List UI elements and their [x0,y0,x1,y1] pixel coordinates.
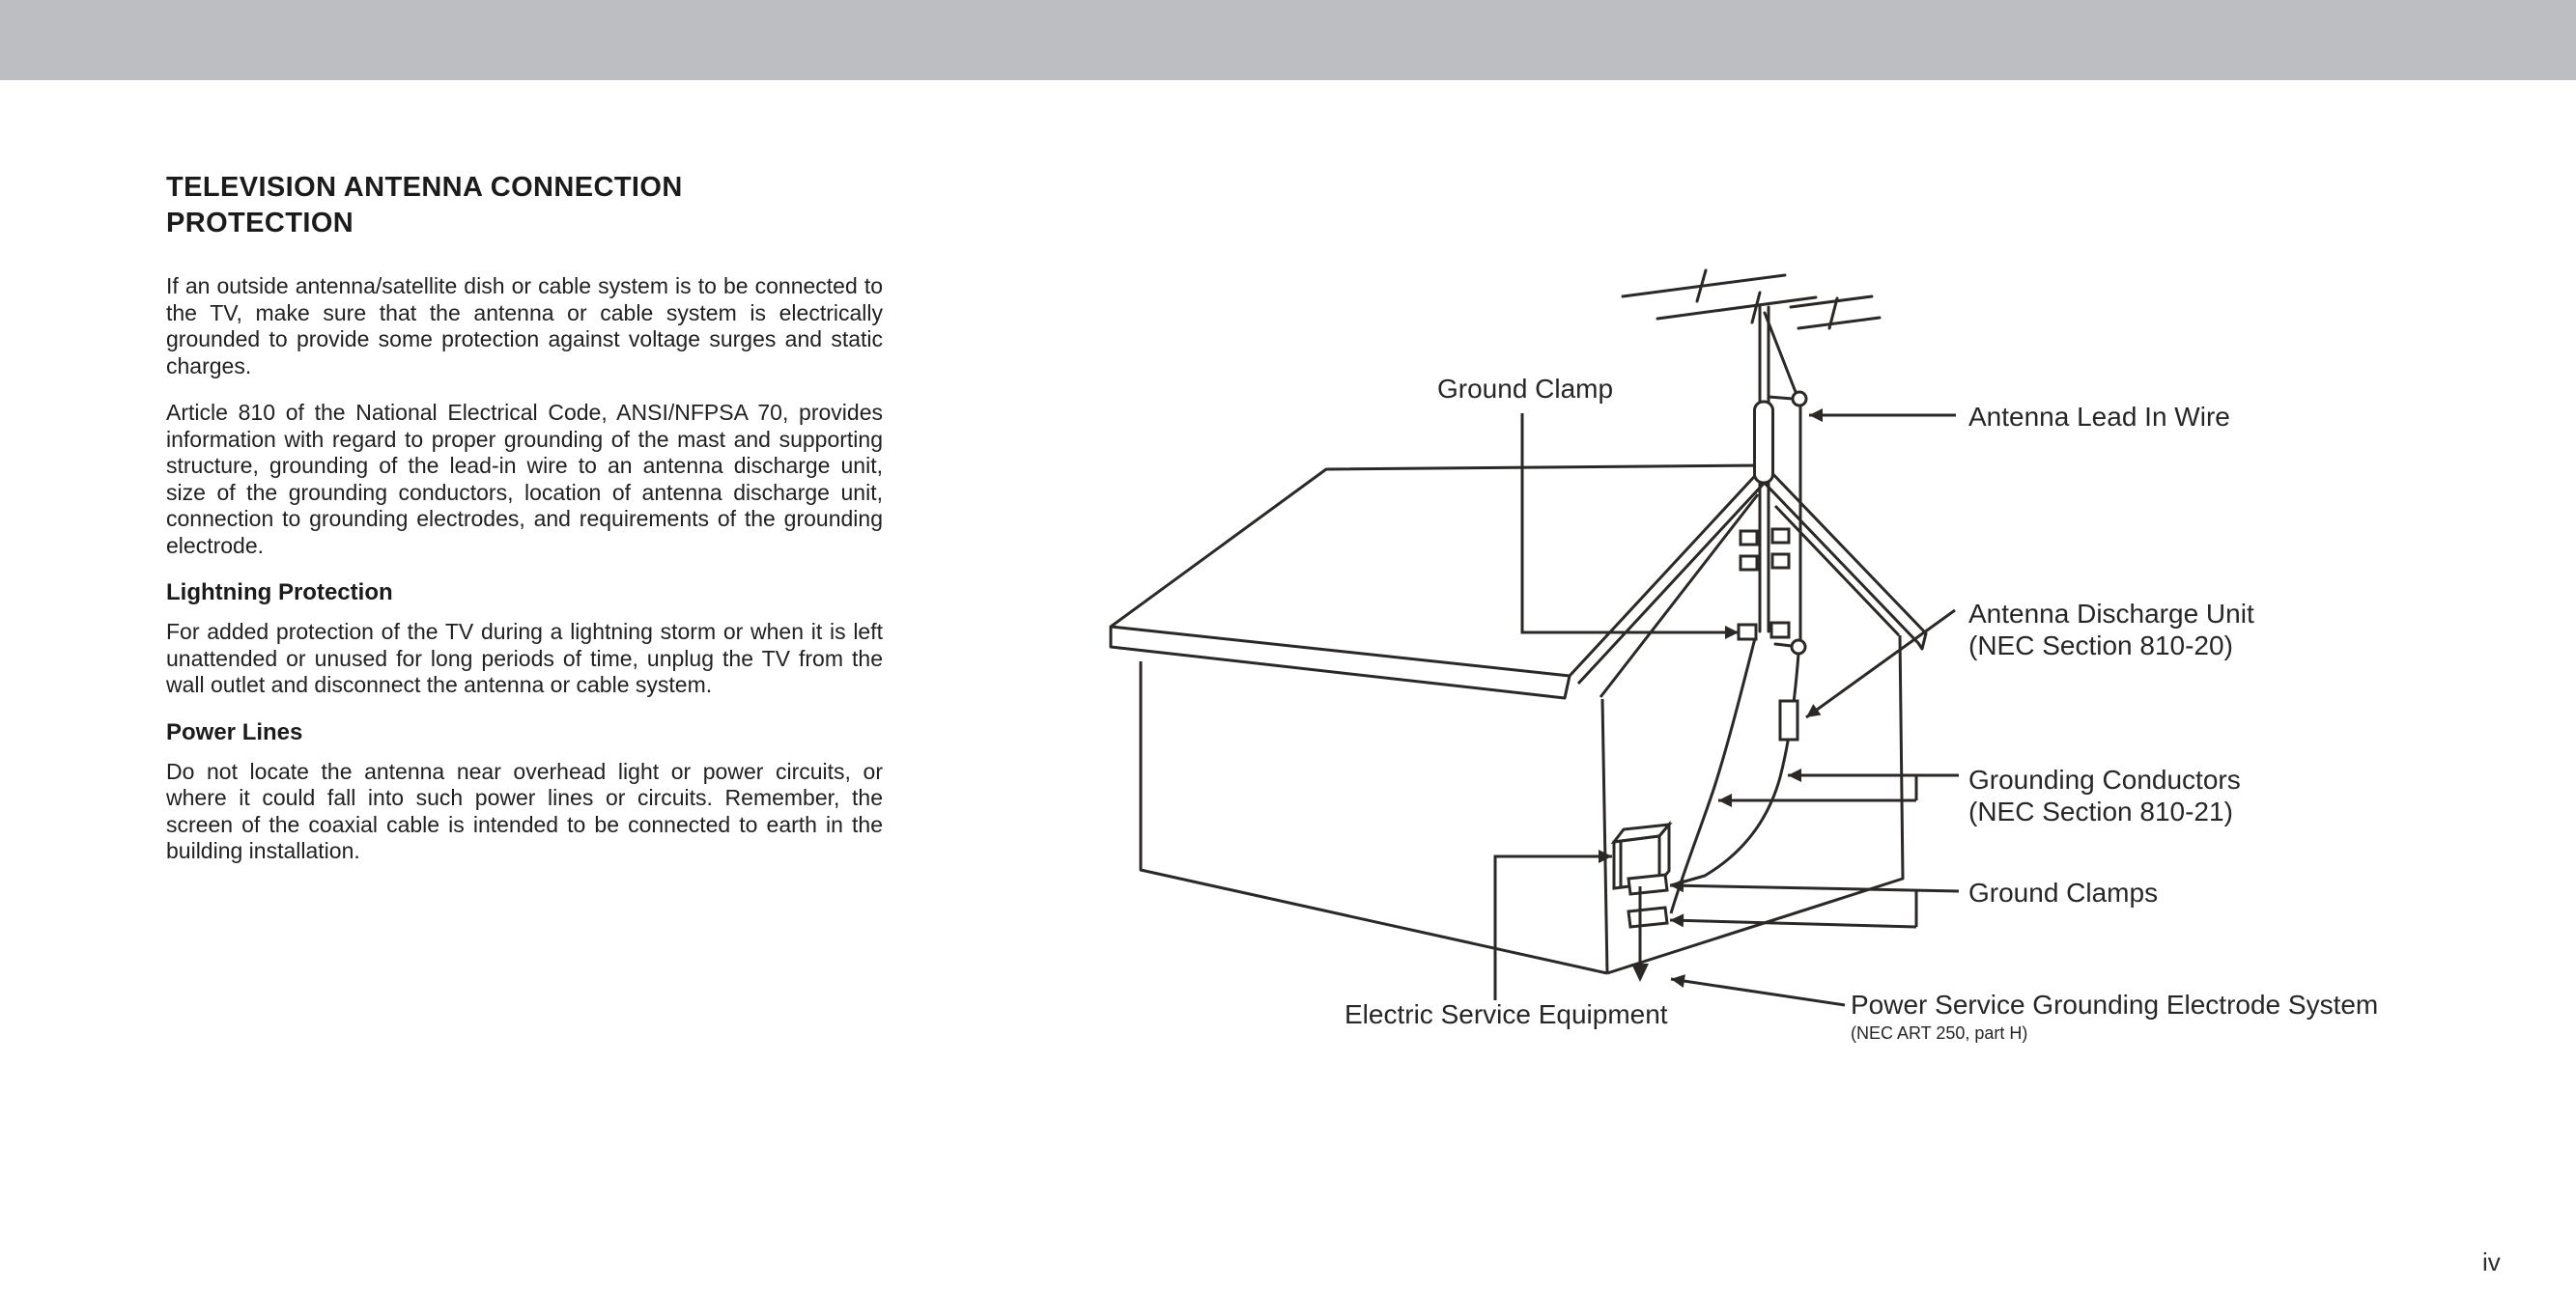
lightning-protection-paragraph: For added protection of the TV during a lightning storm or when it is left unattended or unused for long periods of time, unplug the TV from the wall outlet and disconnect the antenna or cable system. [166,619,883,697]
gable-left-fascia [1578,473,1773,684]
gable-right-wall-edge [1775,506,1899,635]
ground-clamps-label: Ground Clamps [1968,878,2159,908]
nec-article-paragraph: Article 810 of the National Electrical Code, ANSI/NFPSA 70, provides information with regard to proper grounding of the mast and supporting structure, grounding of the lead-in wire to an antenna discharge unit, size of the grounding conductors, location of antenna discharge unit, connection to grounding electrodes, and requirements of the grounding electrode. [166,400,883,558]
power-lines-paragraph: Do not locate the antenna near overhead light or power circuits, or where it could fall into such power lines or circuits. Remember, the screen of the coaxial cable is intended to be connected to earth in the building installation. [166,758,883,863]
power-service-leader [1671,979,1845,1005]
ground-clamp-upper [1628,875,1667,894]
roof-panel [1111,465,1765,676]
antenna-grounding-diagram [1082,251,2395,1052]
roof-fascia [1111,627,1570,698]
header-bar [0,0,2576,80]
electric-service-leader [1495,856,1612,1000]
antenna-discharge-unit-leader [1806,610,1955,717]
leader-lines [1495,413,1959,1005]
intro-paragraph: If an outside antenna/satellite dish or cable system is to be connected to the TV, make sure that the antenna or cable system is electrically grounded to provide some protection against voltage surges and static charges. [166,273,883,378]
mast-sleeve [1755,402,1773,483]
mast-brackets [1741,529,1789,570]
antenna-discharge-unit-label: Antenna Discharge Unit [1968,599,2254,629]
gable-left-wall-edge [1600,494,1758,697]
wall-corner-edge [1602,699,1607,973]
antenna-discharge-unit-box [1780,701,1798,740]
grounding-conductors-label-nec: (NEC Section 810-21) [1968,797,2233,826]
section-heading-lightning-protection: Lightning Protection [166,579,393,605]
antenna-element [1798,318,1880,328]
grounding-run [1614,638,1798,982]
ground-clamp-label: Ground Clamp [1437,374,1614,404]
house-outline [1111,465,1926,973]
electric-service-equipment-label: Electric Service Equipment [1345,999,1668,1029]
standoff-arm [1775,644,1792,646]
grounding-conductor-right [1671,654,1798,885]
ground-clamp-leader [1522,413,1739,632]
article-column [166,170,883,885]
grounding-conductors-label: Grounding Conductors [1968,765,2241,795]
ground-arrow [1631,964,1649,982]
ground-clamp-lower [1628,908,1667,927]
standoff-arm [1769,397,1793,399]
mast-ground-clamp [1739,623,1789,639]
ground-clamps-leader-lower [1670,920,1916,927]
antenna-lead-in-wire-label: Antenna Lead In Wire [1968,402,2230,432]
power-service-label: Power Service Grounding Electrode System [1851,990,2379,1020]
front-wall [1141,661,1607,973]
power-service-label-nec: (NEC ART 250, part H) [1851,1023,2028,1043]
standoff-insulator [1793,392,1806,406]
antenna-discharge-unit-label-nec: (NEC Section 810-20) [1968,630,2233,660]
diagram-labels [1345,374,2378,1043]
section-heading-power-lines: Power Lines [166,718,303,745]
page-number: iv [2482,1247,2501,1276]
page-title: TELEVISION ANTENNA CONNECTION PROTECTION [166,172,683,238]
standoff-insulator [1792,640,1805,654]
